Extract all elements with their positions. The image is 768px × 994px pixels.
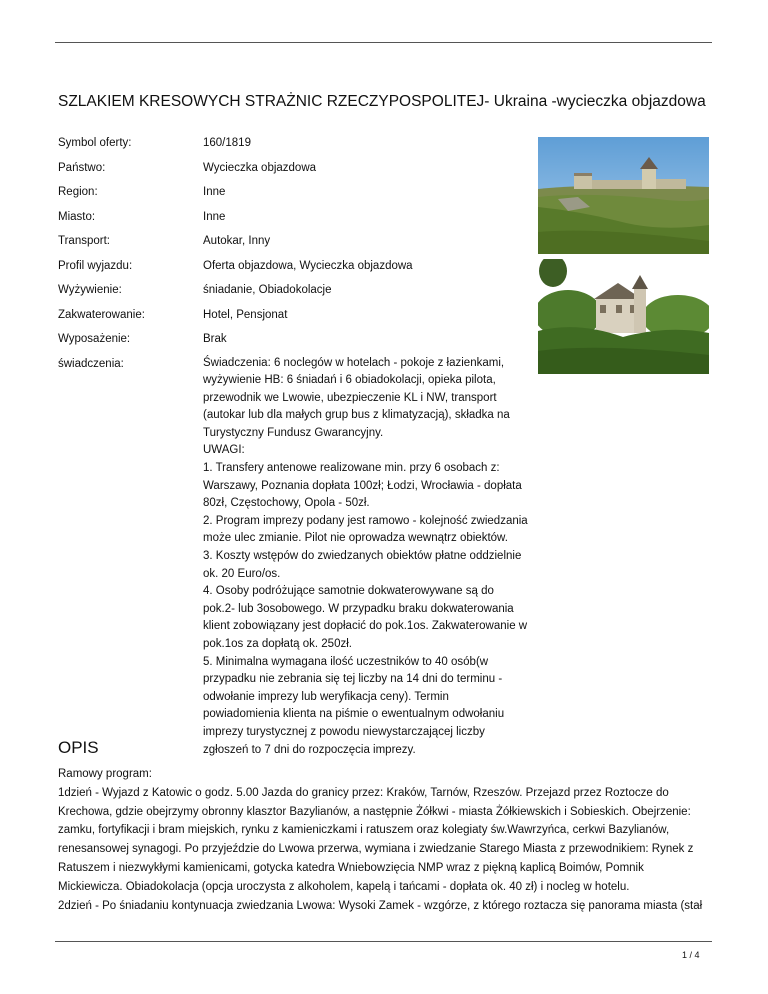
detail-row-meals [58, 284, 538, 309]
detail-label: świadczenia: [58, 357, 124, 370]
detail-value: Oferta objazdowa, Wycieczka objazdowa [203, 259, 413, 272]
description-line: zamku, fortyfikacji i bram miejskich, rynku z kamieniczkami i ratuszem oraz kolegiaty św.Wawrzyńca, cerkwi Bazylianów, [58, 824, 670, 837]
services-line: 3. Koszty wstępów do zwiedzanych obiektów płatne oddzielnie [203, 550, 522, 563]
services-line: może ulec zmianie. Pilot nie oprowadza wewnątrz obiektów. [203, 532, 508, 545]
services-text [203, 355, 538, 760]
detail-value: śniadanie, Obiadokolacje [203, 284, 332, 296]
services-line: klient zobowiązany jest dopłacić do pok.1os. Zakwaterowanie w [203, 620, 528, 633]
services-line: odwołanie imprezy lub weryfikacja ceny). Termin [203, 690, 449, 703]
services-line: Warszawy, Poznania dopłata 100zł; Łodzi, Wrocławia - dopłata [203, 479, 522, 492]
services-line: (autokar lub dla małych grup bus z klimatyzacją), składka na [203, 409, 510, 422]
offer-title: SZLAKIEM KRESOWYCH STRAŻNIC RZECZYPOSPOLITEJ- Ukraina -wycieczka objazdowa [58, 93, 706, 110]
detail-value: 160/1819 [203, 137, 251, 149]
services-line: pok.1os za dopłatą ok. 250zł. [203, 638, 352, 650]
detail-label: Wyposażenie: [58, 333, 131, 345]
detail-label: Transport: [58, 235, 110, 247]
detail-value: Brak [203, 333, 227, 345]
services-line: 2. Program imprezy podany jest ramowo - kolejność zwiedzania [203, 514, 528, 527]
description-line: Ramowy program: [58, 768, 152, 780]
bottom-divider [55, 941, 712, 942]
services-line: 4. Osoby podróżujące samotnie dokwaterowywane są do [203, 585, 494, 598]
detail-label: Wyżywienie: [58, 284, 122, 296]
services-line: ok. 20 Euro/os. [203, 567, 281, 580]
detail-row-services [58, 358, 538, 760]
services-line: Świadczenia: 6 noclegów w hotelach - pokoje z łazienkami, [203, 356, 505, 369]
services-line: zgłoszeń to 7 dni do rozpoczęcia imprezy. [203, 743, 416, 756]
description-line: 2dzień - Po śniadaniu kontynuacja zwiedzania Lwowa: Wysoki Zamek - wzgórze, z którego roztacza się panorama miasta (stał [58, 899, 703, 912]
services-line: powiadomienia klienta na piśmie o ewentualnym odwołaniu [203, 708, 505, 721]
description-line: renesansowej synagogi. Po przyjeździe do Lwowa przerwa, wymiana i zwiedzanie Starego Miasta z przewodnikiem: Rynek z [58, 843, 694, 856]
detail-row-transport [58, 235, 538, 260]
castle-photo [538, 259, 709, 374]
services-line: UWAGI: [203, 444, 245, 457]
detail-label: Region: [58, 186, 98, 198]
detail-label: Symbol oferty: [58, 137, 132, 149]
description-line: Ratuszem i niezwykłymi kamienicami, gotycka katedra Wniebowzięcia NMP wraz z piękną kaplicą Boimów, Pomnik [58, 861, 644, 874]
detail-row-region [58, 186, 538, 211]
fortress-photo [538, 137, 709, 254]
services-line: 1. Transfery antenowe realizowane min. przy 6 osobach z: [203, 462, 500, 475]
detail-label: Zakwaterowanie: [58, 308, 145, 321]
top-divider [55, 42, 712, 43]
section-heading-opis: OPIS [58, 738, 99, 757]
services-line: imprezy turystycznej z powodu niewystarczającej liczby [203, 725, 485, 738]
detail-value: Autokar, Inny [203, 235, 271, 247]
services-line: 80zł, Częstochowy, Opola - 50zł. [203, 497, 370, 510]
detail-value: Hotel, Pensjonat [203, 308, 288, 321]
detail-row-country [58, 162, 538, 187]
description-line: Krechowa, gdzie obejrzymy obronny klasztor Bazylianów, a następnie Żółkwi - miasta Żółkiewskich i Sobieskich. Obejrzenie: [58, 805, 691, 818]
description-line: 1dzień - Wyjazd z Katowic o godz. 5.00 Jazda do granicy przez: Kraków, Tarnów, Rzeszów. Przejazd przez Roztocze do [58, 786, 669, 799]
detail-value: Inne [203, 210, 226, 223]
detail-label: Profil wyjazdu: [58, 259, 133, 272]
detail-label: Państwo: [58, 161, 106, 174]
detail-label: Miasto: [58, 210, 96, 223]
services-line: przypadku nie zebrania się tej liczby na 14 dni do terminu - [203, 673, 503, 686]
page-number: 1 / 4 [682, 950, 700, 960]
detail-value: Wycieczka objazdowa [203, 161, 317, 174]
detail-value: Inne [203, 186, 226, 198]
services-line: wyżywienie HB: 6 śniadań i 6 obiadokolacji, opieka pilota, [203, 374, 496, 387]
detail-row-symbol [58, 137, 538, 162]
detail-row-accommodation [58, 309, 538, 334]
services-line: Turystyczny Fundusz Gwarancyjny. [203, 426, 384, 439]
detail-row-city [58, 211, 538, 236]
services-line: przewodnik we Lwowie, ubezpieczenie KL i NW, transport [203, 391, 497, 404]
detail-row-profile [58, 260, 538, 285]
program-description [58, 765, 718, 915]
services-line: pok.2- lub 3osobowego. W przypadku braku dokwaterowania [203, 602, 514, 615]
services-line: 5. Minimalna wymagana ilość uczestników to 40 osób(w [203, 655, 489, 668]
offer-details [58, 137, 538, 759]
description-line: Mickiewicza. Obiadokolacja (opcja uroczysta z alkoholem, kapelą i tańcami - dopłata ok. 40 zł) i nocleg w hotelu. [58, 880, 630, 893]
